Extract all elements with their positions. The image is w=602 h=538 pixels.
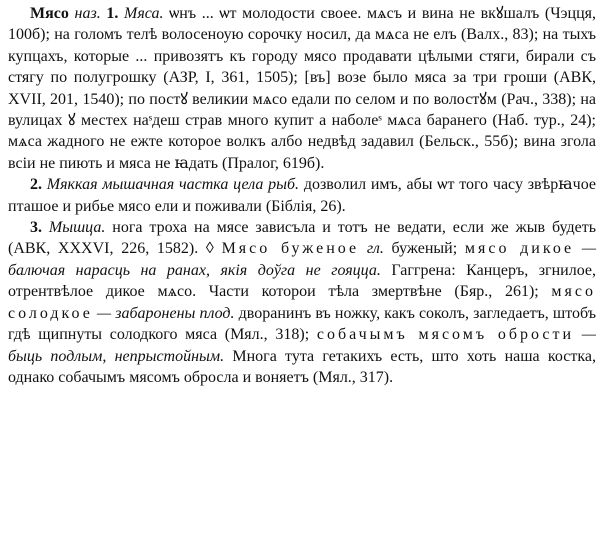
headword: Мясо [30, 5, 69, 22]
sense-gloss: Мышца. [48, 219, 106, 237]
sense-text: нога троха на мясе зависъла и тотъ не ведати, если же жыв будеть (АВК, XXXVI, 226, 1582). ◊ [8, 219, 597, 258]
part-of-speech: наз. [74, 5, 101, 22]
sense-number: 1. [106, 5, 119, 22]
sense-text: Гаггрена: Канцеръ, згнилое, отрентвѣлое дикое мѧсо. Части которои тѣла змертвѣне (Бяр., 261); [8, 261, 597, 301]
phrase-headword: собачымъ мясомъ обрости [316, 326, 575, 344]
sense-text: дозволил имъ, абы ѡт того часу звѣрꙗчое пташое и рибье мясо ели и поживали (Біблія, 26). [8, 176, 596, 215]
sense-number: 2. [30, 176, 42, 194]
sense-2 [8, 174, 596, 217]
sense-1 [8, 3, 596, 174]
phrase-gloss: — балючая нарасць на ранах, якія доўга не гояцца. [8, 240, 597, 279]
cross-ref-marker: гл. [366, 240, 384, 258]
sense-gloss: Мяккая мышачная частка цела рыб. [46, 176, 300, 194]
sense-text: дворанинъ въ ножку, какъ соколъ, загледаетъ, штобъ гдѣ щипнуты солодкого мяса (Мял., 318); [8, 304, 597, 344]
phrase-gloss: — быць подлым, непрыстойным. [8, 326, 597, 365]
sense-text: Многа тута гетакихъ есть, што хоть наша костка, однако собачымъ мясомъ обросла и воняетъ (Мял., 317). [8, 347, 596, 386]
sense-number: 3. [30, 219, 42, 237]
dictionary-entry [8, 3, 596, 388]
cross-ref: буженый; [391, 240, 458, 258]
sense-text: ѡнъ ... ѡт молодости своее. мѧсъ и вина не вкꙋшалъ (Чэцця, 100б); на голомъ телѣ волосеноую сорочку носил, да мѧса не елъ (Валх., 83); на тыхъ купцахъ, которые ... привозятъ къ городу мясо продавати цѣлыми стяги, бирали съ стягу по полугрошку (АЗР, I, 361, 1505); [въ] возе было мяса за три гроши (АВК, XVII, 201, 1540); по постꙋ великии мѧсо едали по селом и по волостꙋм (Рач., 338); на вулицах ꙋ местех наˢдеш страв много купит а наболеˢ мѧса баранего (Наб. тур., 24); мѧса жадного не ежте которое волкъ албо недвѣд задавил (Бельск., 55б); вина згола всіи не пиють и мяса не ꙗдать (Пралог, 619б). [8, 5, 597, 172]
sense-gloss: Мяса. [124, 5, 164, 22]
phrase-headword: Мясо буженое [221, 240, 360, 258]
sense-3 [8, 217, 596, 388]
phrase-gloss: — забаронены плод. [96, 304, 235, 322]
phrase-headword: мясо дикое [464, 240, 575, 258]
phrase-headword: мясо солодкое [8, 283, 597, 322]
